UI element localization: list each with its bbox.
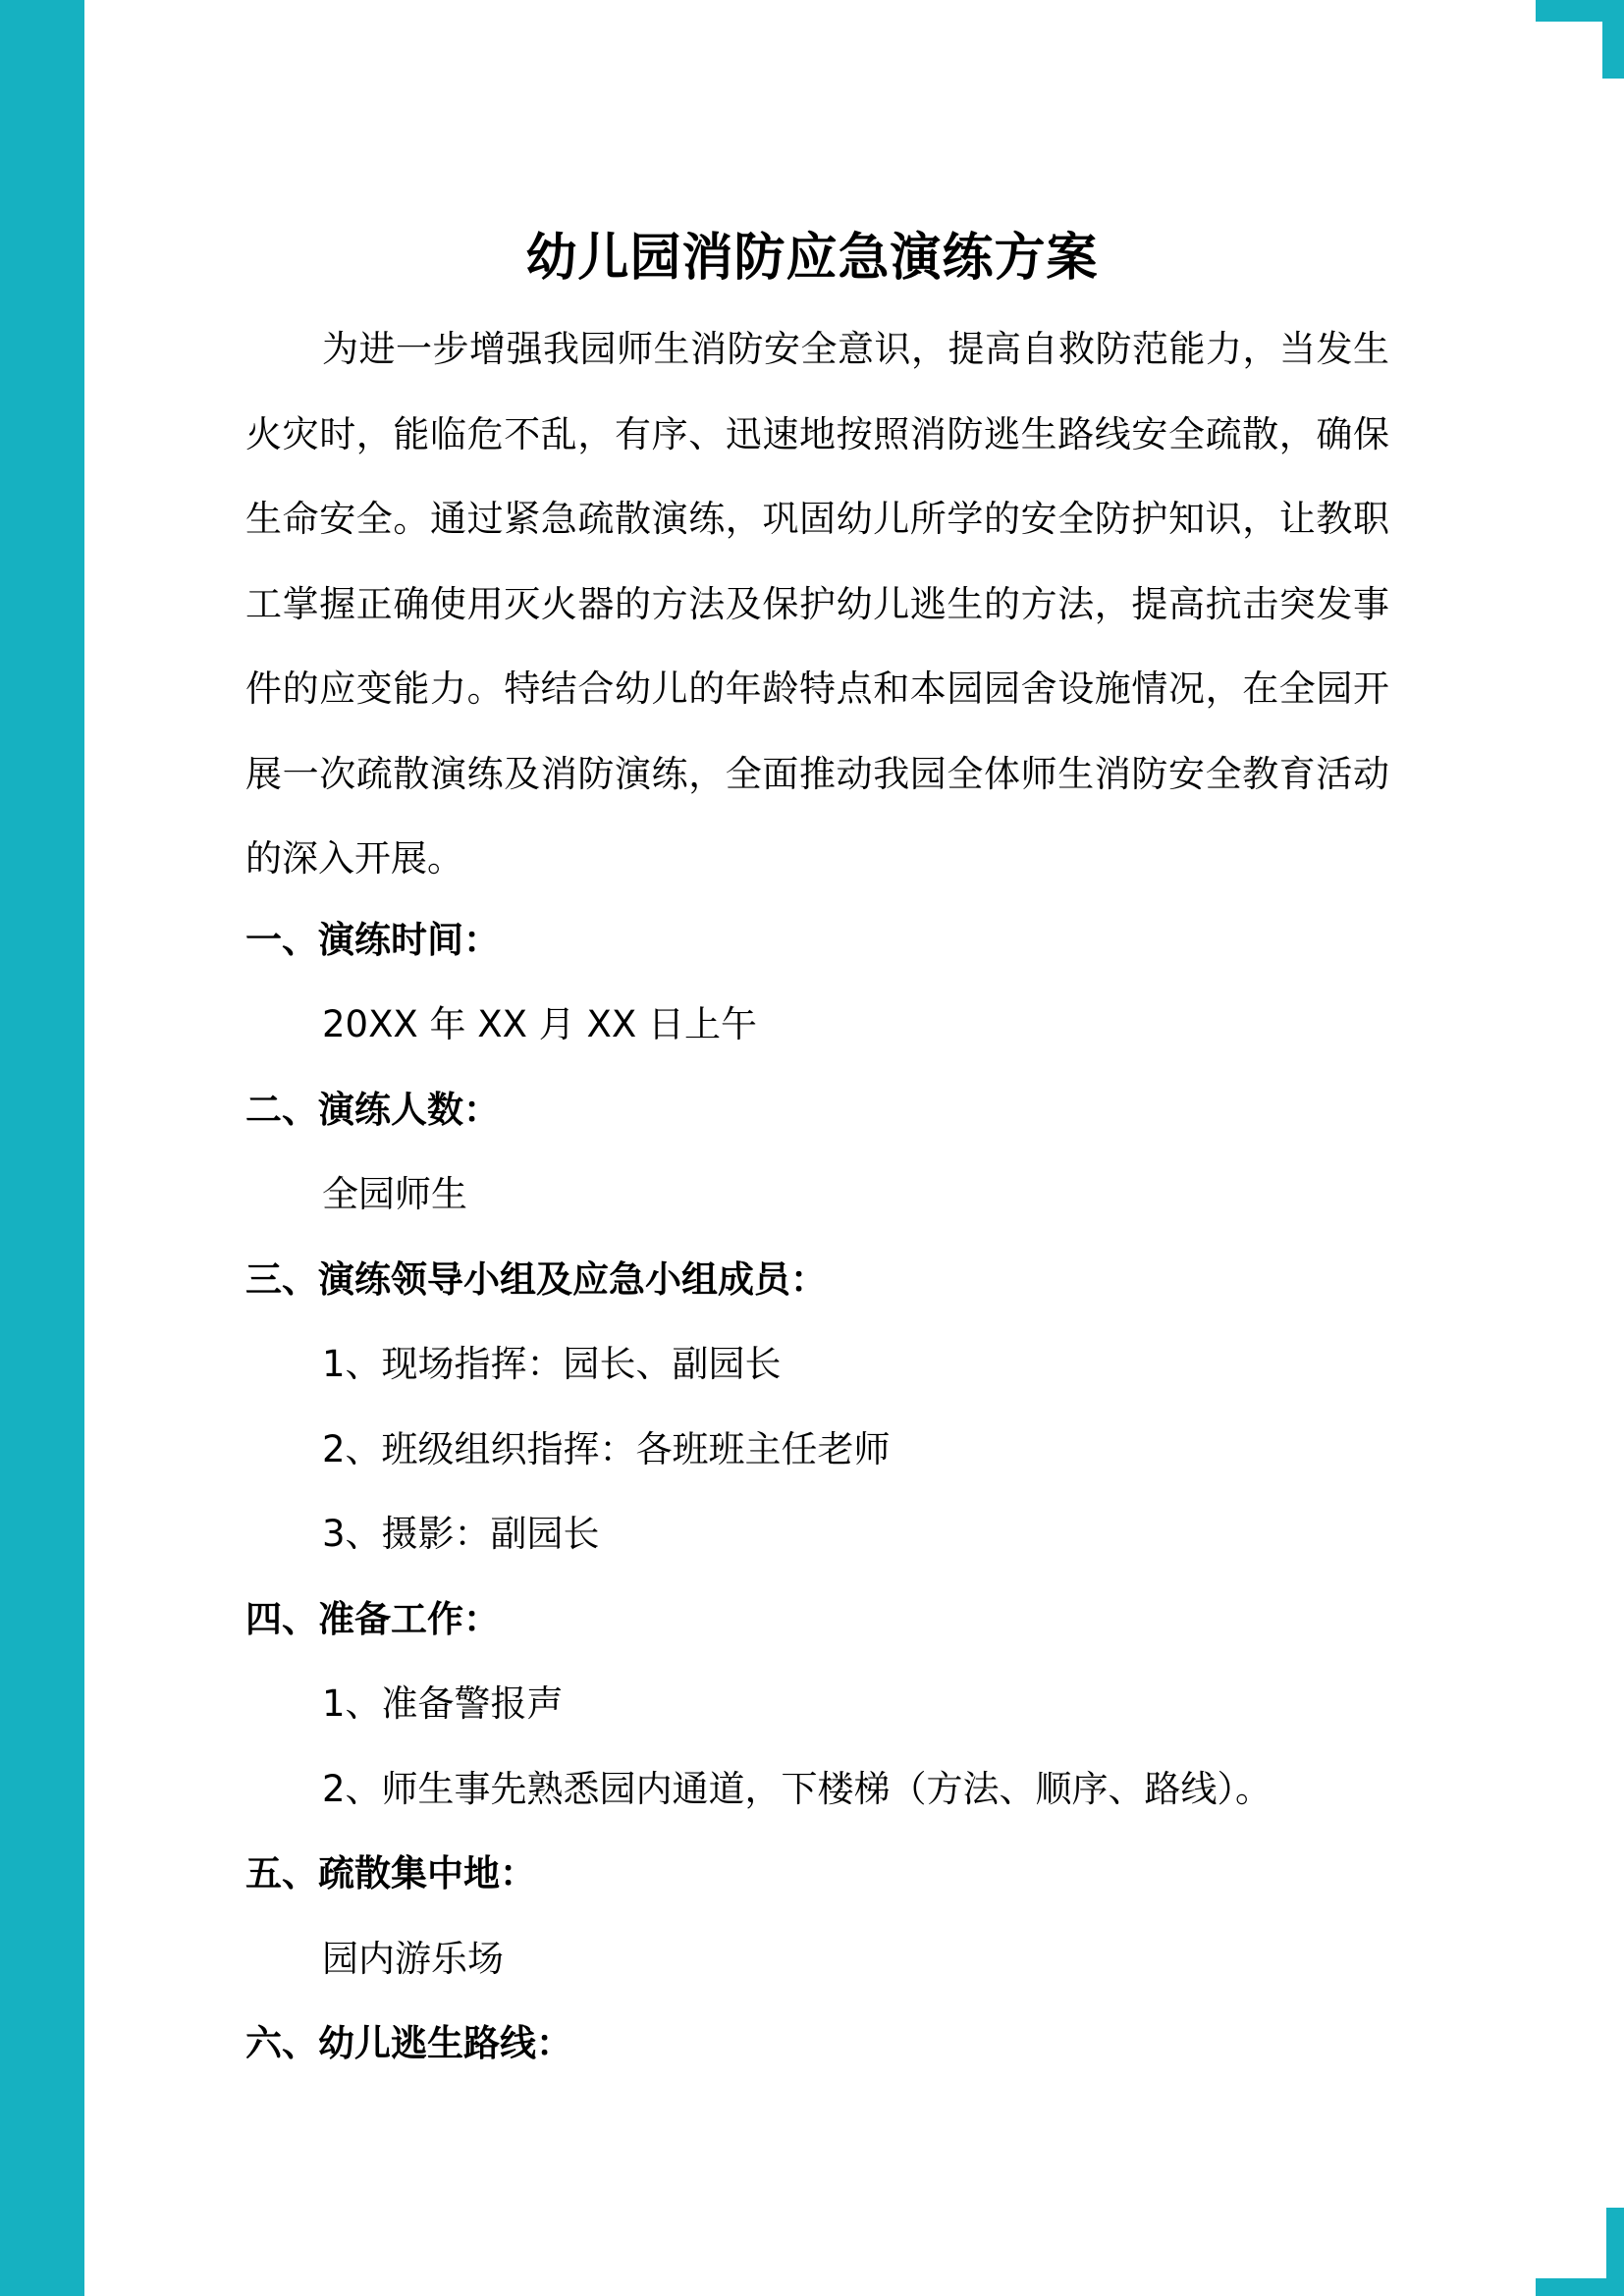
section-heading-leadership: 三、演练领导小组及应急小组成员： xyxy=(245,1258,827,1301)
section-heading-preparation: 四、准备工作： xyxy=(245,1598,500,1640)
section-item-leadership-3: 3、摄影：副园长 xyxy=(322,1513,600,1555)
section-heading-assembly: 五、疏散集中地： xyxy=(245,1852,536,1895)
section-item-leadership-2: 2、班级组织指挥：各班班主任老师 xyxy=(322,1428,891,1470)
bottom-right-corner-ornament xyxy=(1536,2208,1624,2296)
section-item-participants: 全园师生 xyxy=(322,1173,467,1215)
section-item-leadership-1: 1、现场指挥：园长、副园长 xyxy=(322,1343,782,1385)
section-heading-escape-route: 六、幼儿逃生路线： xyxy=(245,2022,572,2064)
section-item-preparation-1: 1、准备警报声 xyxy=(322,1682,564,1725)
section-item-assembly: 园内游乐场 xyxy=(322,1938,504,1980)
section-item-preparation-2: 2、师生事先熟悉园内通道，下楼梯（方法、顺序、路线）。 xyxy=(322,1768,1272,1810)
section-item-time: 20XX 年 XX 月 XX 日上午 xyxy=(322,1003,757,1045)
top-right-corner-ornament xyxy=(1536,0,1624,79)
left-accent-bar xyxy=(0,0,84,2296)
document-title: 幼儿园消防应急演练方案 xyxy=(525,229,1099,288)
section-heading-participants: 二、演练人数： xyxy=(245,1089,500,1131)
intro-paragraph: 为进一步增强我园师生消防安全意识，提高自救防范能力，当发生火灾时，能临危不乱，有序、迅速地按照消防逃生路线安全疏散，确保生命安全。通过紧急疏散演练，巩固幼儿所学的安全防护知识，让教职工掌握正确使用灭火器的方法及保护幼儿逃生的方法，提高抗击突发事件的应变能力。特结合幼儿的年龄特点和本园园舍设施情况，在全园开展一次疏散演练及消防演练，全面推动我园全体师生消防安全教育活动的深入开展。 xyxy=(245,328,1389,880)
section-heading-time: 一、演练时间： xyxy=(245,919,500,961)
